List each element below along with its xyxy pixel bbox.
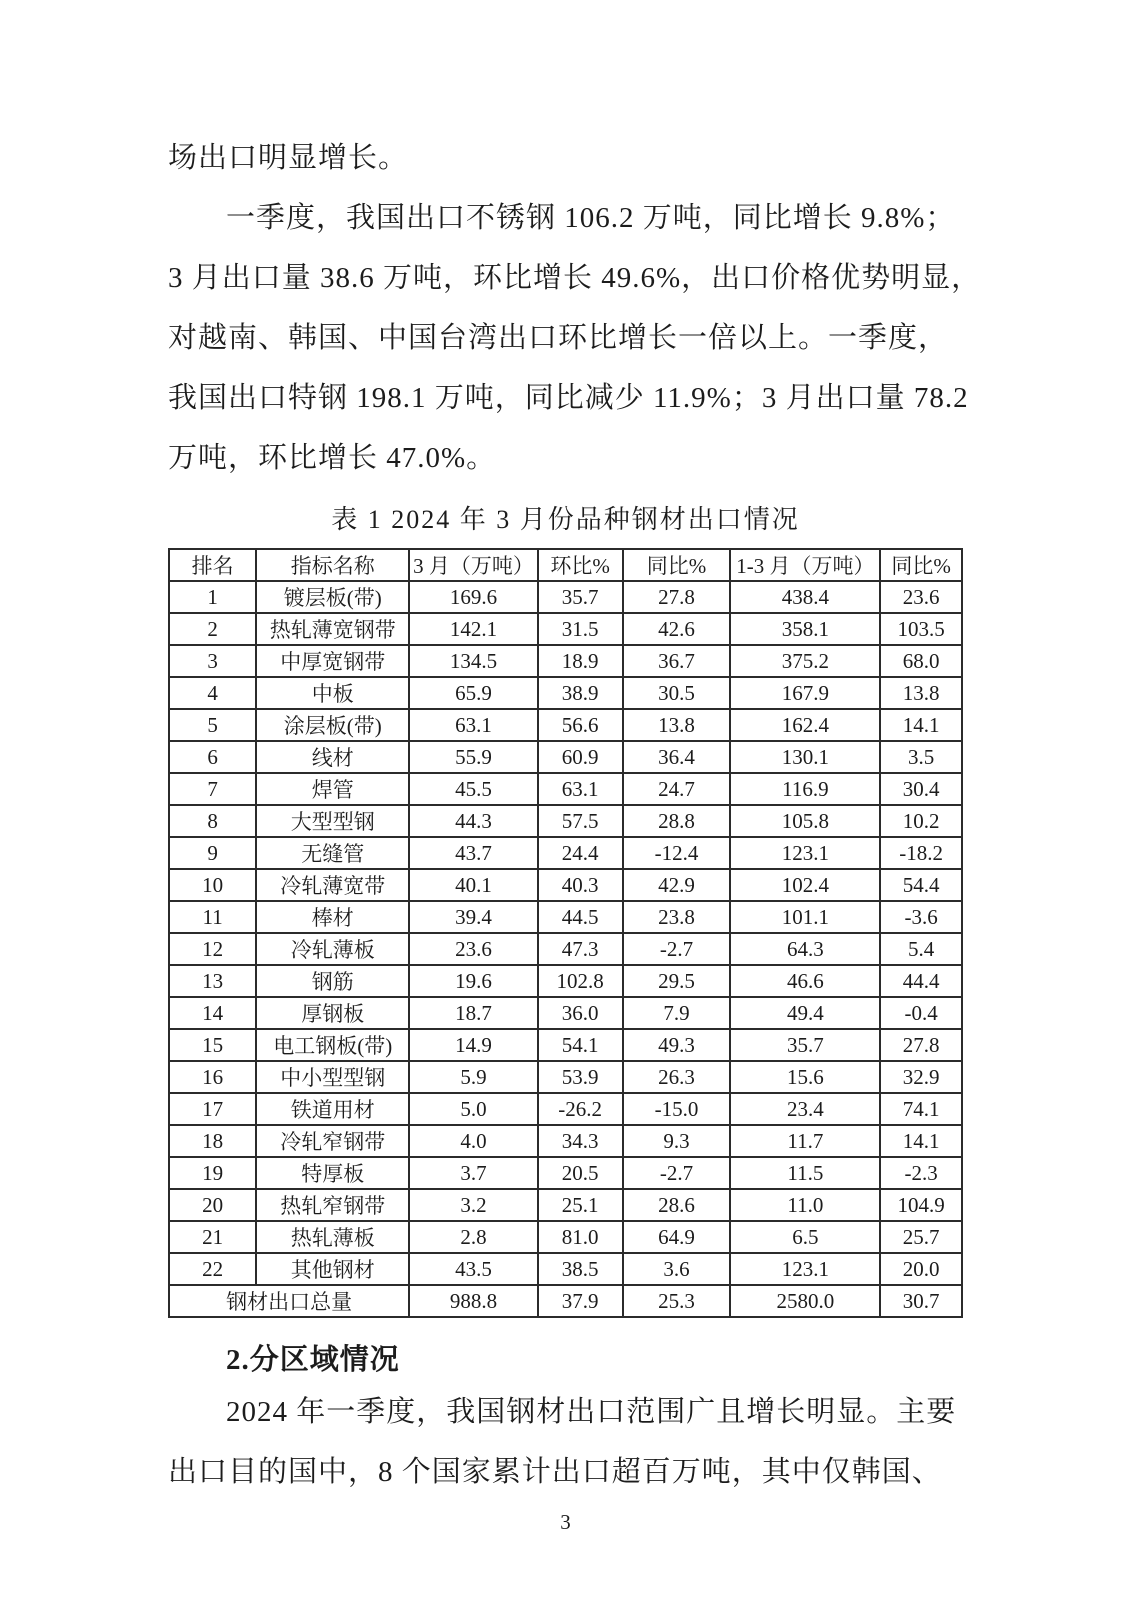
indicator-cell: 线材 <box>256 741 409 773</box>
value-cell: 35.7 <box>538 581 623 613</box>
column-header-5: 1-3 月（万吨） <box>730 549 880 581</box>
value-cell: 68.0 <box>880 645 962 677</box>
table-row <box>169 901 962 933</box>
paragraph-line: 一季度，我国出口不锈钢 106.2 万吨，同比增长 9.8%； <box>226 202 956 234</box>
value-cell: 5.0 <box>409 1093 537 1125</box>
table-row <box>169 581 962 613</box>
indicator-cell: 冷轧窄钢带 <box>256 1125 409 1157</box>
value-cell: 3.7 <box>409 1157 537 1189</box>
indicator-cell: 钢筋 <box>256 965 409 997</box>
value-cell: 81.0 <box>538 1221 623 1253</box>
value-cell: 102.4 <box>730 869 880 901</box>
value-cell: -15.0 <box>623 1093 731 1125</box>
value-cell: 30.5 <box>623 677 731 709</box>
value-cell: -26.2 <box>538 1093 623 1125</box>
table-row <box>169 965 962 997</box>
value-cell: 20.5 <box>538 1157 623 1189</box>
value-cell: 29.5 <box>623 965 731 997</box>
table-row <box>169 645 962 677</box>
value-cell: 10.2 <box>880 805 962 837</box>
indicator-cell: 棒材 <box>256 901 409 933</box>
rank-cell: 12 <box>169 933 256 965</box>
indicator-cell: 铁道用材 <box>256 1093 409 1125</box>
table-total-row <box>169 1285 962 1317</box>
indicator-cell: 大型型钢 <box>256 805 409 837</box>
value-cell: 7.9 <box>623 997 731 1029</box>
value-cell: 54.1 <box>538 1029 623 1061</box>
rank-cell: 1 <box>169 581 256 613</box>
value-cell: 25.7 <box>880 1221 962 1253</box>
value-cell: 65.9 <box>409 677 537 709</box>
value-cell: 116.9 <box>730 773 880 805</box>
value-cell: 64.9 <box>623 1221 731 1253</box>
value-cell: 27.8 <box>880 1029 962 1061</box>
value-cell: 3.6 <box>623 1253 731 1285</box>
indicator-cell: 镀层板(带) <box>256 581 409 613</box>
rank-cell: 3 <box>169 645 256 677</box>
table-header-row <box>169 549 962 581</box>
indicator-cell: 热轧薄板 <box>256 1221 409 1253</box>
paragraph-line: 万吨，环比增长 47.0%。 <box>168 442 497 474</box>
value-cell: -0.4 <box>880 997 962 1029</box>
value-cell: 103.5 <box>880 613 962 645</box>
indicator-cell: 中小型型钢 <box>256 1061 409 1093</box>
value-cell: 42.9 <box>623 869 731 901</box>
value-cell: 9.3 <box>623 1125 731 1157</box>
rank-cell: 16 <box>169 1061 256 1093</box>
value-cell: 43.5 <box>409 1253 537 1285</box>
value-cell: 14.1 <box>880 1125 962 1157</box>
value-cell: 123.1 <box>730 1253 880 1285</box>
value-cell: 53.9 <box>538 1061 623 1093</box>
total-value-cell: 988.8 <box>409 1285 537 1317</box>
value-cell: 54.4 <box>880 869 962 901</box>
value-cell: 34.3 <box>538 1125 623 1157</box>
value-cell: 13.8 <box>880 677 962 709</box>
total-value-cell: 25.3 <box>623 1285 731 1317</box>
column-header-1: 指标名称 <box>256 549 409 581</box>
total-value-cell: 30.7 <box>880 1285 962 1317</box>
paragraph-line: 3 月出口量 38.6 万吨，环比增长 49.6%，出口价格优势明显， <box>168 262 982 294</box>
section-heading-regions: 2.分区域情况 <box>226 1344 400 1376</box>
value-cell: -18.2 <box>880 837 962 869</box>
rank-cell: 11 <box>169 901 256 933</box>
value-cell: 358.1 <box>730 613 880 645</box>
value-cell: 104.9 <box>880 1189 962 1221</box>
value-cell: -2.7 <box>623 933 731 965</box>
value-cell: 5.4 <box>880 933 962 965</box>
value-cell: 11.0 <box>730 1189 880 1221</box>
value-cell: 5.9 <box>409 1061 537 1093</box>
total-label-cell: 钢材出口总量 <box>169 1285 409 1317</box>
value-cell: 28.6 <box>623 1189 731 1221</box>
value-cell: 23.8 <box>623 901 731 933</box>
rank-cell: 4 <box>169 677 256 709</box>
table-row <box>169 741 962 773</box>
indicator-cell: 热轧薄宽钢带 <box>256 613 409 645</box>
rank-cell: 17 <box>169 1093 256 1125</box>
rank-cell: 2 <box>169 613 256 645</box>
indicator-cell: 热轧窄钢带 <box>256 1189 409 1221</box>
rank-cell: 14 <box>169 997 256 1029</box>
indicator-cell: 其他钢材 <box>256 1253 409 1285</box>
indicator-cell: 电工钢板(带) <box>256 1029 409 1061</box>
table-row <box>169 837 962 869</box>
indicator-cell: 特厚板 <box>256 1157 409 1189</box>
paragraph-export-summary <box>168 128 982 488</box>
value-cell: -12.4 <box>623 837 731 869</box>
rank-cell: 10 <box>169 869 256 901</box>
value-cell: 60.9 <box>538 741 623 773</box>
value-cell: 44.3 <box>409 805 537 837</box>
value-cell: 32.9 <box>880 1061 962 1093</box>
value-cell: 162.4 <box>730 709 880 741</box>
value-cell: 14.1 <box>880 709 962 741</box>
paragraph-line: 2024 年一季度，我国钢材出口范围广且增长明显。主要 <box>226 1396 957 1428</box>
table-row <box>169 1157 962 1189</box>
table-row <box>169 1221 962 1253</box>
table-row <box>169 1125 962 1157</box>
value-cell: 3.5 <box>880 741 962 773</box>
paragraph-line: 场出口明显增长。 <box>168 142 409 174</box>
table-row <box>169 1253 962 1285</box>
value-cell: 11.7 <box>730 1125 880 1157</box>
table-row <box>169 613 962 645</box>
value-cell: 39.4 <box>409 901 537 933</box>
value-cell: 36.7 <box>623 645 731 677</box>
value-cell: 105.8 <box>730 805 880 837</box>
table-body <box>169 581 962 1317</box>
total-value-cell: 37.9 <box>538 1285 623 1317</box>
value-cell: 63.1 <box>538 773 623 805</box>
value-cell: -3.6 <box>880 901 962 933</box>
indicator-cell: 中板 <box>256 677 409 709</box>
value-cell: 36.4 <box>623 741 731 773</box>
rank-cell: 22 <box>169 1253 256 1285</box>
value-cell: -2.7 <box>623 1157 731 1189</box>
value-cell: 38.5 <box>538 1253 623 1285</box>
value-cell: 15.6 <box>730 1061 880 1093</box>
value-cell: 142.1 <box>409 613 537 645</box>
value-cell: 14.9 <box>409 1029 537 1061</box>
rank-cell: 8 <box>169 805 256 837</box>
value-cell: 102.8 <box>538 965 623 997</box>
value-cell: 40.3 <box>538 869 623 901</box>
value-cell: 28.8 <box>623 805 731 837</box>
table-row <box>169 1029 962 1061</box>
column-header-3: 环比% <box>538 549 623 581</box>
value-cell: 74.1 <box>880 1093 962 1125</box>
table-row <box>169 773 962 805</box>
table-row <box>169 933 962 965</box>
value-cell: 27.8 <box>623 581 731 613</box>
value-cell: 123.1 <box>730 837 880 869</box>
value-cell: 11.5 <box>730 1157 880 1189</box>
indicator-cell: 冷轧薄板 <box>256 933 409 965</box>
value-cell: 64.3 <box>730 933 880 965</box>
column-header-4: 同比% <box>623 549 731 581</box>
value-cell: 49.3 <box>623 1029 731 1061</box>
rank-cell: 18 <box>169 1125 256 1157</box>
value-cell: 4.0 <box>409 1125 537 1157</box>
value-cell: 438.4 <box>730 581 880 613</box>
paragraph-regions-intro <box>168 1382 963 1502</box>
value-cell: 19.6 <box>409 965 537 997</box>
table-header <box>169 549 962 581</box>
value-cell: 3.2 <box>409 1189 537 1221</box>
value-cell: 36.0 <box>538 997 623 1029</box>
table-row <box>169 869 962 901</box>
rank-cell: 21 <box>169 1221 256 1253</box>
value-cell: 18.9 <box>538 645 623 677</box>
value-cell: 38.9 <box>538 677 623 709</box>
rank-cell: 13 <box>169 965 256 997</box>
value-cell: 40.1 <box>409 869 537 901</box>
rank-cell: 5 <box>169 709 256 741</box>
value-cell: 134.5 <box>409 645 537 677</box>
rank-cell: 19 <box>169 1157 256 1189</box>
column-header-2: 3 月（万吨） <box>409 549 537 581</box>
value-cell: 130.1 <box>730 741 880 773</box>
table-row <box>169 677 962 709</box>
value-cell: 18.7 <box>409 997 537 1029</box>
value-cell: 31.5 <box>538 613 623 645</box>
table-row <box>169 1061 962 1093</box>
value-cell: 44.4 <box>880 965 962 997</box>
value-cell: 30.4 <box>880 773 962 805</box>
value-cell: 26.3 <box>623 1061 731 1093</box>
indicator-cell: 中厚宽钢带 <box>256 645 409 677</box>
column-header-6: 同比% <box>880 549 962 581</box>
rank-cell: 15 <box>169 1029 256 1061</box>
value-cell: 24.7 <box>623 773 731 805</box>
value-cell: 20.0 <box>880 1253 962 1285</box>
table-row <box>169 709 962 741</box>
table-row <box>169 1093 962 1125</box>
paragraph-line: 我国出口特钢 198.1 万吨，同比减少 11.9%；3 月出口量 78.2 <box>168 382 969 414</box>
value-cell: 49.4 <box>730 997 880 1029</box>
value-cell: 6.5 <box>730 1221 880 1253</box>
value-cell: 24.4 <box>538 837 623 869</box>
value-cell: 2.8 <box>409 1221 537 1253</box>
value-cell: 23.6 <box>880 581 962 613</box>
indicator-cell: 焊管 <box>256 773 409 805</box>
indicator-cell: 厚钢板 <box>256 997 409 1029</box>
indicator-cell: 无缝管 <box>256 837 409 869</box>
value-cell: 42.6 <box>623 613 731 645</box>
paragraph-line: 对越南、韩国、中国台湾出口环比增长一倍以上。一季度， <box>168 322 949 354</box>
value-cell: 43.7 <box>409 837 537 869</box>
indicator-cell: 涂层板(带) <box>256 709 409 741</box>
total-value-cell: 2580.0 <box>730 1285 880 1317</box>
rank-cell: 9 <box>169 837 256 869</box>
table-row <box>169 1189 962 1221</box>
rank-cell: 6 <box>169 741 256 773</box>
value-cell: -2.3 <box>880 1157 962 1189</box>
rank-cell: 20 <box>169 1189 256 1221</box>
value-cell: 45.5 <box>409 773 537 805</box>
table-row <box>169 997 962 1029</box>
page-number: 3 <box>560 1510 571 1534</box>
value-cell: 56.6 <box>538 709 623 741</box>
value-cell: 169.6 <box>409 581 537 613</box>
rank-cell: 7 <box>169 773 256 805</box>
value-cell: 55.9 <box>409 741 537 773</box>
table-title: 表 1 2024 年 3 月份品种钢材出口情况 <box>331 505 800 534</box>
value-cell: 57.5 <box>538 805 623 837</box>
value-cell: 23.4 <box>730 1093 880 1125</box>
table-row <box>169 805 962 837</box>
value-cell: 101.1 <box>730 901 880 933</box>
steel-export-table <box>168 548 963 1318</box>
value-cell: 375.2 <box>730 645 880 677</box>
column-header-0: 排名 <box>169 549 256 581</box>
value-cell: 46.6 <box>730 965 880 997</box>
indicator-cell: 冷轧薄宽带 <box>256 869 409 901</box>
paragraph-line: 出口目的国中，8 个国家累计出口超百万吨，其中仅韩国、 <box>168 1456 942 1488</box>
value-cell: 25.1 <box>538 1189 623 1221</box>
value-cell: 47.3 <box>538 933 623 965</box>
value-cell: 35.7 <box>730 1029 880 1061</box>
value-cell: 13.8 <box>623 709 731 741</box>
value-cell: 167.9 <box>730 677 880 709</box>
value-cell: 44.5 <box>538 901 623 933</box>
value-cell: 23.6 <box>409 933 537 965</box>
value-cell: 63.1 <box>409 709 537 741</box>
